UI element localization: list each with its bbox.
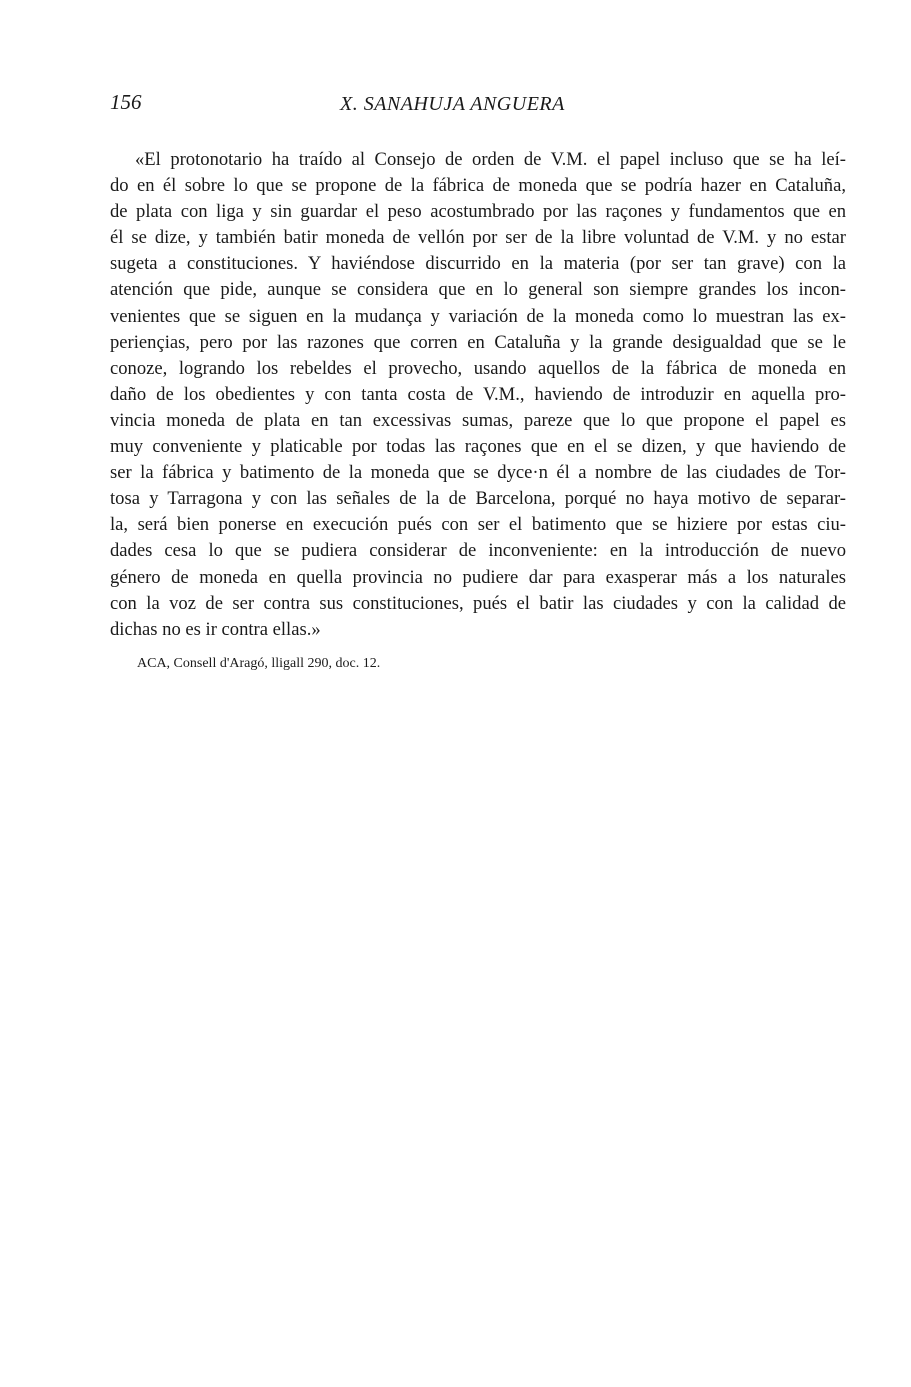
quote-line: atención que pide, aunque se considera que en lo general son siempre grandes los incon- [110,279,846,301]
quote-line: conoze, logrando los rebeldes el provecho, usando aquellos de la fábrica de moneda en [110,357,846,379]
quote-line: venientes que se siguen en la mudança y variación de la moneda como lo muestran las ex- [110,305,846,327]
page-number: 156 [110,90,142,114]
quote-line: dades cesa lo que se pudiera considerar de inconveniente: en la introducción de nuevo [110,540,846,562]
quote-line: do en él sobre lo que se propone de la fábrica de moneda que se podría hazer en Cataluña, [110,175,846,197]
quote-line: él se dize, y también batir moneda de vellón por ser de la libre voluntad de V.M. y no estar [110,227,846,249]
quote-line: sugeta a constituciones. Y haviéndose discurrido en la materia (por ser tan grave) con la [110,253,846,275]
quote-line: con la voz de ser contra sus constituciones, pués el batir las ciudades y con la calidad de [110,592,846,614]
quote-line: periençias, pero por las razones que corren en Cataluña y la grande desigualdad que se le [110,331,846,353]
quote-line: de plata con liga y sin guardar el peso acostumbrado por las raçones y fundamentos que en [110,201,846,223]
quote-block [110,147,846,643]
source-note: ACA, Consell d'Aragó, lligall 290, doc. 12. [137,656,381,671]
quote-line: «El protonotario ha traído al Consejo de orden de V.M. el papel incluso que se ha leí- [135,149,846,170]
quote-line: género de moneda en quella provincia no pudiere dar para exasperar más a los naturales [110,566,846,588]
quote-line: vincia moneda de plata en tan excessivas sumas, pareze que lo que propone el papel es [110,409,846,431]
quote-line: ser la fábrica y batimento de la moneda que se dyce·n él a nombre de las ciudades de Tor- [110,462,846,484]
running-head: X. SANAHUJA ANGUERA [340,93,565,115]
quote-line: dichas no es ir contra ellas.» [110,618,321,640]
quote-line: tosa y Tarragona y con las señales de la de Barcelona, porqué no haya motivo de separar- [110,488,846,510]
quote-line: muy conveniente y platicable por todas las raçones que en el se dizen, y que haviendo de [110,436,846,458]
quote-line: daño de los obedientes y con tanta costa de V.M., haviendo de introduzir en aquella pro- [110,383,846,405]
quote-line: la, será bien ponerse en execución pués con ser el batimento que se hiziere por estas ciu- [110,514,846,536]
